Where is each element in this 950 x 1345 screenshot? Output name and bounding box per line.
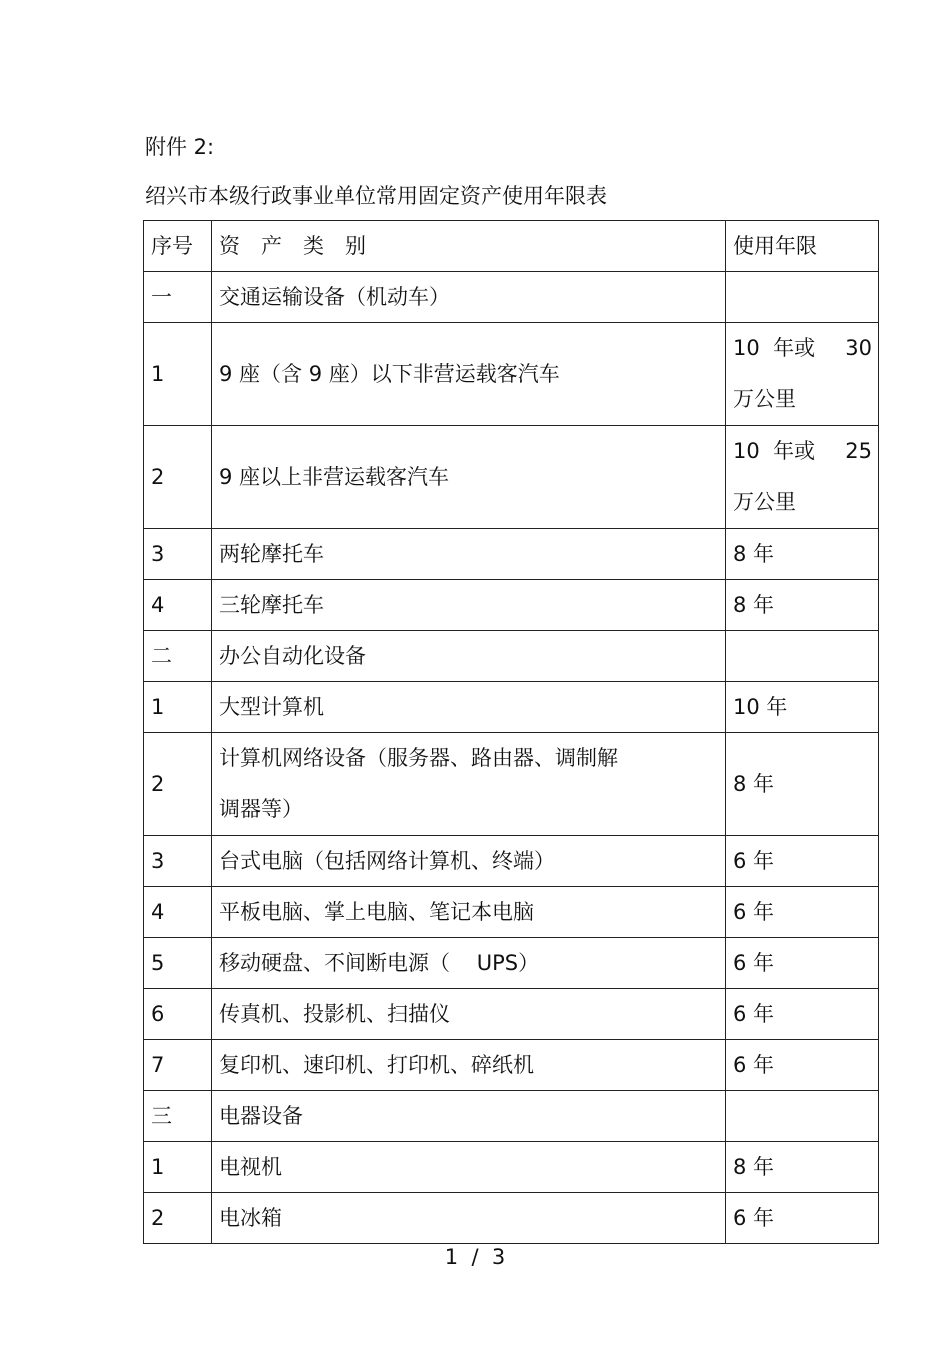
- row-number: 1: [144, 323, 212, 426]
- table-row: [144, 836, 879, 887]
- row-category: 传真机、投影机、扫描仪: [212, 989, 726, 1040]
- table-row: [144, 323, 879, 426]
- table-row: [144, 938, 879, 989]
- row-category: 大型计算机: [212, 682, 726, 733]
- table-row: [144, 989, 879, 1040]
- table-row: [144, 529, 879, 580]
- table-row: [144, 1142, 879, 1193]
- row-category: 两轮摩托车: [212, 529, 726, 580]
- row-number: 4: [144, 887, 212, 938]
- row-category: 电器设备: [212, 1091, 726, 1142]
- row-number: 一: [144, 272, 212, 323]
- life-distance: 30: [845, 336, 872, 360]
- table-row: [144, 733, 879, 836]
- row-category: 台式电脑（包括网络计算机、终端）: [212, 836, 726, 887]
- header-cell-number: 序号: [144, 221, 212, 272]
- row-category: 平板电脑、掌上电脑、笔记本电脑: [212, 887, 726, 938]
- row-life: [726, 426, 879, 529]
- row-number: 5: [144, 938, 212, 989]
- row-life: [726, 272, 879, 323]
- row-number: 4: [144, 580, 212, 631]
- row-category: 办公自动化设备: [212, 631, 726, 682]
- attachment-label: 附件 2:: [145, 135, 215, 159]
- row-category: 复印机、速印机、打印机、碎纸机: [212, 1040, 726, 1091]
- row-category: 交通运输设备（机动车）: [212, 272, 726, 323]
- category-line-2: 调器等）: [219, 797, 303, 821]
- row-life: 6 年: [726, 1040, 879, 1091]
- row-life: 6 年: [726, 938, 879, 989]
- table-row: [144, 272, 879, 323]
- row-life: 8 年: [726, 529, 879, 580]
- table-row: [144, 1040, 879, 1091]
- row-category: 三轮摩托车: [212, 580, 726, 631]
- life-line-1: [733, 426, 872, 477]
- row-life: 6 年: [726, 836, 879, 887]
- table-row: [144, 580, 879, 631]
- life-unit: 万公里: [733, 490, 796, 514]
- life-unit: 万公里: [733, 387, 796, 411]
- life-years: 10 年或: [733, 439, 816, 463]
- row-category: 9 座以上非营运载客汽车: [212, 426, 726, 529]
- header-cell-life: 使用年限: [726, 221, 879, 272]
- row-number: 6: [144, 989, 212, 1040]
- row-number: 2: [144, 733, 212, 836]
- page-number: 1 / 3: [444, 1245, 506, 1269]
- life-distance: 25: [845, 439, 872, 463]
- row-life: [726, 1091, 879, 1142]
- life-line-1: [733, 323, 872, 374]
- row-category: 移动硬盘、不间断电源（ UPS）: [212, 938, 726, 989]
- life-years: 10 年或: [733, 336, 816, 360]
- row-number: 2: [144, 426, 212, 529]
- row-category: 电视机: [212, 1142, 726, 1193]
- row-life: [726, 631, 879, 682]
- row-number: 3: [144, 529, 212, 580]
- row-life: 8 年: [726, 733, 879, 836]
- row-category: 9 座（含 9 座）以下非营运载客汽车: [212, 323, 726, 426]
- row-number: 3: [144, 836, 212, 887]
- row-category: [212, 733, 726, 836]
- table-row: [144, 1091, 879, 1142]
- row-life: 6 年: [726, 887, 879, 938]
- row-life: 6 年: [726, 1193, 879, 1244]
- row-number: 1: [144, 1142, 212, 1193]
- table-row: [144, 631, 879, 682]
- table-row: [144, 682, 879, 733]
- category-line-1: 计算机网络设备（服务器、路由器、调制解: [219, 746, 618, 770]
- table-header-row: [144, 221, 879, 272]
- document-title: 绍兴市本级行政事业单位常用固定资产使用年限表: [145, 184, 607, 208]
- row-number: 2: [144, 1193, 212, 1244]
- row-life: 10 年: [726, 682, 879, 733]
- table-row: [144, 426, 879, 529]
- row-number: 三: [144, 1091, 212, 1142]
- row-life: 8 年: [726, 580, 879, 631]
- header-cell-category: 资 产 类 别: [212, 221, 726, 272]
- table-row: [144, 887, 879, 938]
- row-life: [726, 323, 879, 426]
- row-number: 1: [144, 682, 212, 733]
- table-row: [144, 1193, 879, 1244]
- asset-life-table: [143, 220, 879, 1244]
- row-number: 7: [144, 1040, 212, 1091]
- row-life: 8 年: [726, 1142, 879, 1193]
- row-number: 二: [144, 631, 212, 682]
- row-life: 6 年: [726, 989, 879, 1040]
- row-category: 电冰箱: [212, 1193, 726, 1244]
